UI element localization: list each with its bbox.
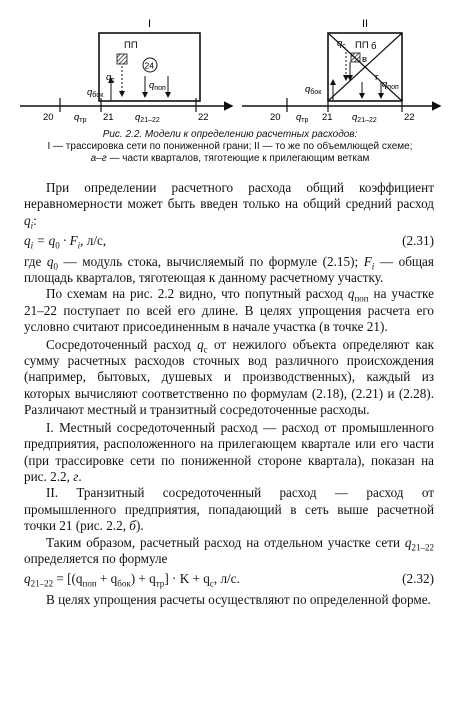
panel-left-node-22: 22 bbox=[198, 112, 209, 123]
paragraph-4: Сосредоточенный расход $q_c$ от нежилого объекта определяют как сумму расчетных расходов сточных вод различного происхождения (например, бытовых, душевых и производственных), каждый из которых вычисляют соответственно по формулам (2.18), (2.21) и (2.28). Различают местный и транзитный сосредоточенные расходы. bbox=[24, 336, 434, 418]
panel-left-label: I bbox=[148, 18, 152, 30]
panel-right-label: II bbox=[362, 18, 369, 30]
panel-right-g: г bbox=[375, 72, 379, 83]
panel-right-node-20: 20 bbox=[270, 112, 281, 123]
panel-left-node-20: 20 bbox=[43, 112, 54, 123]
panel-right-node-21: 21 bbox=[322, 112, 333, 123]
caption-parts-label: а–г bbox=[90, 153, 107, 164]
panel-left-pp: ПП bbox=[124, 40, 138, 51]
paragraph-8: В целях упрощения расчеты осуществляют по определенной форме. bbox=[46, 591, 431, 607]
equation-2-31: $q_i = q_0 \cdot F_i$, л/с, (2.31) bbox=[24, 233, 434, 251]
panel-left-qc: $q_c$ bbox=[106, 72, 115, 84]
paragraph-5: I. Местный сосредоточенный расход — расход от промышленного предприятия, расположенного на прилегающем квартале или его части (при трассировке сети по пониженной стороне квартала), показан на рис. 2.2, г. bbox=[24, 419, 434, 484]
caption-title: Рис. 2.2. Модели к определению расчетных расходов: bbox=[102, 129, 358, 140]
panel-left-factory bbox=[117, 54, 127, 64]
caption-parts-text: — части кварталов, тяготеющие к прилегающим веткам bbox=[106, 153, 370, 164]
panel-right-factory bbox=[351, 53, 360, 62]
body-text bbox=[24, 180, 434, 608]
paragraph-6: II. Транзитный сосредоточенный расход — расход от промышленного предприятия, попадающий в сеть выше расчетной точки 21 (рис. 2.2, б). bbox=[24, 485, 434, 534]
panel-left-qpop: $q_{поп}$ bbox=[149, 80, 166, 92]
panel-right-q2122: $q_{21-22}$ bbox=[352, 112, 377, 124]
paragraph-2: где $q_0$ — модуль стока, вычисляемый по формуле (2.15); $F_i$ — общая площадь кварталов, тяготеющая к данному расчетному участку. bbox=[24, 253, 434, 286]
equation-2-32: $q_{21-22} = [(q_{поп} + q_{бок}) + q_{тр}] \cdot K + q_c$, л/с. (2.32) bbox=[24, 571, 434, 589]
paragraph-1: При определении расчетного расхода общий коэффициент неравномерности может быть введен только на общий средний расход $q_i$: bbox=[24, 180, 434, 231]
equation-number-2-31: (2.31) bbox=[402, 233, 434, 249]
panel-left-qbok: $q_{бок}$ bbox=[87, 87, 104, 99]
panel-right-qbok: $q_{бок}$ bbox=[305, 84, 322, 96]
figure-caption bbox=[30, 129, 430, 165]
panel-right-pp: ПП bbox=[355, 40, 369, 51]
panel-left-qtr: $q_{тр}$ bbox=[74, 112, 87, 124]
panel-left-node-21: 21 bbox=[103, 112, 114, 123]
panel-left-q2122: $q_{21-22}$ bbox=[135, 112, 160, 124]
caption-line-3 bbox=[30, 153, 430, 165]
caption-line-2: I — трассировка сети по пониженной грани; II — то же по объемлющей схеме; bbox=[47, 141, 413, 152]
paragraph-7: Таким образом, расчетный расход на отдельном участке сети $q_{21-22}$ определяется по формуле bbox=[24, 534, 434, 566]
panel-right-node-22: 22 bbox=[404, 112, 415, 123]
panel-right-qc: $q_c$ bbox=[337, 38, 346, 50]
panel-right bbox=[242, 18, 440, 124]
panel-right-v: в bbox=[362, 54, 368, 65]
panel-right-qtr: $q_{тр}$ bbox=[296, 112, 309, 124]
panel-right-b: б bbox=[371, 41, 377, 52]
equation-number-2-32: (2.32) bbox=[402, 571, 434, 587]
panel-left-circle-label: 24 bbox=[144, 60, 154, 71]
panel-right-qpop: $q_{поп}$ bbox=[382, 79, 399, 91]
figure-2-2 bbox=[0, 0, 449, 126]
paragraph-3: По схемам на рис. 2.2 видно, что попутный расход $q_{поп}$ на участке 21–22 поступает по всей его длине. В целях упрощения расчета его условно считают присоединенным в начале участка (в точке 21). bbox=[24, 286, 434, 335]
panel-left bbox=[20, 18, 232, 124]
